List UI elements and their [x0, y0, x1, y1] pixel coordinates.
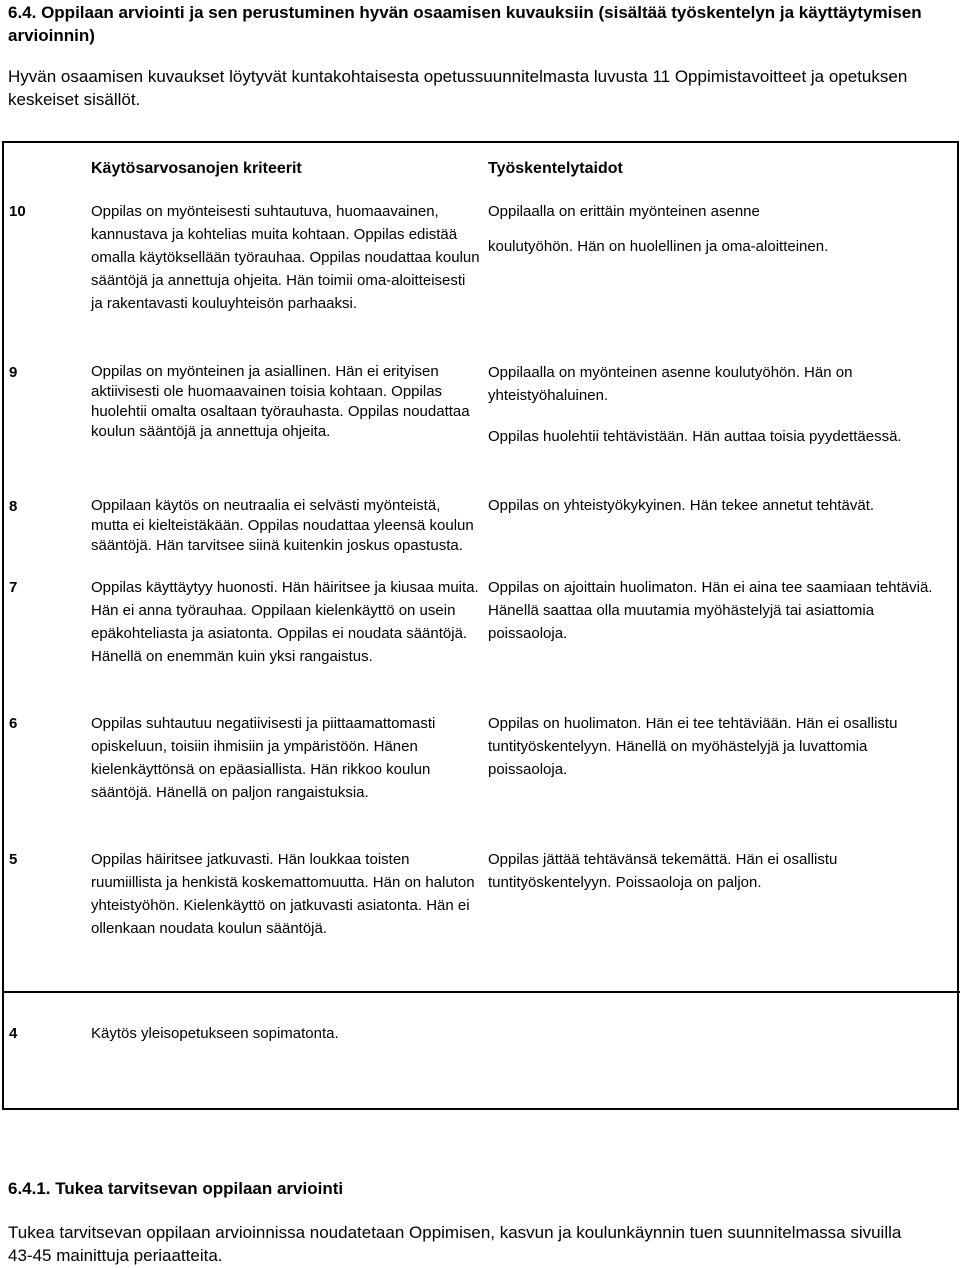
work-skills-6: Oppilas on huolimaton. Hän ei tee tehtäviään. Hän ei osallistu tuntityöskentelyyn. Hänellä on myöhästelyjä ja luvattomia poissaoloja.	[488, 715, 898, 778]
grade-7: 7	[9, 579, 18, 596]
behavior-6: Oppilas suhtautuu negatiivisesti ja piittaamattomasti opiskeluun, toisiin ihmisiin ja ympäristöön. Hänen kielenkäyttönsä on epäasiallista. Hän rikkoo koulun sääntöjä. Hänellä on paljon rangaistuksia.	[91, 715, 436, 801]
work-skills-9	[488, 361, 950, 448]
behavior-7: Oppilas käyttäytyy huonosti. Hän häiritsee ja kiusaa muita. Hän ei anna työrauhaa. Oppilaan kielenkäyttö on usein epäkohteliasta ja asiatonta. Oppilas ei noudata sääntöjä. Hänellä on enemmän kuin yksi rangaistus.	[91, 579, 479, 665]
behavior-4: Käytös yleisopetukseen sopimatonta.	[91, 1025, 339, 1042]
header-work-skills: Työskentelytaidot	[488, 160, 623, 177]
work-skills-9-b: Oppilas huolehtii tehtävistään. Hän auttaa toisia pyydettäessä.	[488, 428, 902, 445]
grade-6: 6	[9, 715, 18, 732]
subsection-text: Tukea tarvitsevan oppilaan arvioinnissa noudatetaan Oppimisen, kasvun ja koulunkäynnin tuen suunnitelmassa sivuilla 43-45 mainittuja periaatteita.	[8, 1223, 902, 1265]
work-skills-10	[488, 200, 950, 258]
grade-5: 5	[9, 851, 18, 868]
behavior-8: Oppilaan käytös on neutraalia ei selvästi myönteistä, mutta ei kielteistäkään. Oppilas noudattaa yleensä koulun sääntöjä. Hän tarvitsee siinä kuitenkin joskus opastusta.	[91, 497, 474, 554]
section-title: 6.4. Oppilaan arviointi ja sen perustuminen hyvän osaamisen kuvauksiin (sisältää työskentelyn ja käyttäytymisen arvioinnin)	[8, 3, 922, 45]
behavior-5: Oppilas häiritsee jatkuvasti. Hän loukkaa toisten ruumiillista ja henkistä koskemattomuutta. Hän on haluton yhteistyöhön. Kielenkäyttö on jatkuvasti asiatonta. Hän ei ollenkaan noudata koulun sääntöjä.	[91, 851, 475, 937]
grade-4: 4	[9, 1025, 18, 1042]
grade-8: 8	[9, 498, 18, 515]
work-skills-5: Oppilas jättää tehtävänsä tekemättä. Hän ei osallistu tuntityöskentelyyn. Poissaoloja on paljon.	[488, 851, 838, 891]
header-criteria: Käytösarvosanojen kriteerit	[91, 160, 302, 177]
work-skills-7: Oppilas on ajoittain huolimaton. Hän ei aina tee saamiaan tehtäviä. Hänellä saattaa olla muutamia myöhästelyjä tai asiattomia poissaoloja.	[488, 579, 933, 642]
work-skills-9-a: Oppilaalla on myönteinen asenne koulutyöhön. Hän on yhteistyöhaluinen.	[488, 364, 853, 404]
work-skills-10-a: Oppilaalla on erittäin myönteinen asenne	[488, 203, 760, 220]
table-divider	[4, 991, 960, 993]
grade-9: 9	[9, 364, 18, 381]
work-skills-8: Oppilas on yhteistyökykyinen. Hän tekee annetut tehtävät.	[488, 497, 875, 514]
section-intro: Hyvän osaamisen kuvaukset löytyvät kuntakohtaisesta opetussuunnitelmasta luvusta 11 Oppimistavoitteet ja opetuksen keskeiset sisällöt.	[8, 67, 908, 109]
behavior-9: Oppilas on myönteinen ja asiallinen. Hän ei erityisen aktiivisesti ole huomaavainen toisia kohtaan. Oppilas huolehtii omalta osaltaan työrauhasta. Oppilas noudattaa koulun sääntöjä ja annettuja ohjeita.	[91, 363, 470, 440]
behavior-10: Oppilas on myönteisesti suhtautuva, huomaavainen, kannustava ja kohtelias muita kohtaan. Oppilas edistää omalla käytöksellään työrauhaa. Oppilas noudattaa koulun sääntöjä ja annettuja ohjeita. Hän toimii oma-aloitteisesti ja rakentavasti kouluyhteisön parhaaksi.	[91, 203, 480, 312]
subsection-heading: 6.4.1. Tukea tarvitsevan oppilaan arviointi	[8, 1179, 344, 1198]
work-skills-10-b: koulutyöhön. Hän on huolellinen ja oma-aloitteinen.	[488, 238, 829, 255]
grade-10: 10	[9, 203, 26, 220]
